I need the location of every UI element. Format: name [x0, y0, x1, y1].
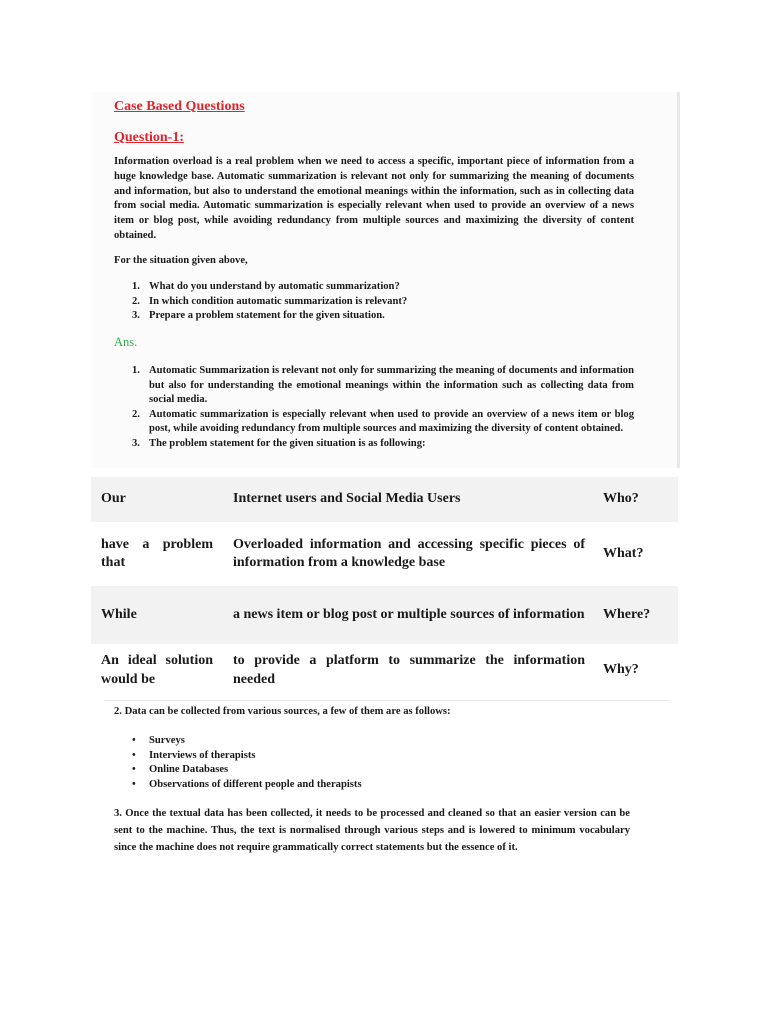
question-item [132, 280, 632, 295]
answer-number: 3. [132, 437, 140, 449]
question-item [132, 309, 632, 324]
bullet-icon: • [132, 749, 136, 761]
row-content: to provide a platform to summarize the information needed [233, 653, 585, 687]
point-three-paragraph: 3. Once the textual data has been collected, it needs to be processed and cleaned so that an easier version can be sent to the machine. Thus, the text is normalised through various steps and is lowered to minimum vocabulary since the machine does not require grammatically correct statements but the essence of it. [114, 808, 630, 853]
divider [104, 700, 670, 701]
list-item [132, 778, 362, 793]
source-text: Surveys [149, 735, 185, 746]
answer-item [132, 437, 634, 452]
bullet-icon: • [132, 764, 136, 776]
answer-item [132, 408, 634, 437]
row-question: Who? [595, 477, 678, 522]
answer-text: Automatic Summarization is relevant not only for summarizing the meaning of documents and information but also for understanding the emotional meanings within the information such as collecting data from social media. [149, 365, 634, 406]
question-list [132, 280, 632, 324]
question-text: In which condition automatic summarization is relevant? [149, 295, 408, 307]
question-item [132, 295, 632, 310]
table-row [91, 644, 678, 697]
row-question: Why? [603, 662, 639, 678]
table-row [91, 586, 678, 644]
row-label: have a problem that [101, 536, 213, 570]
question-number: 2. [132, 295, 140, 307]
problem-statement-table [91, 477, 678, 697]
question-text: Prepare a problem statement for the given situation. [149, 310, 385, 322]
row-label: Our [91, 477, 223, 522]
row-question: Where? [595, 586, 678, 644]
row-question: What? [603, 545, 644, 561]
answer-text: Automatic summarization is especially relevant when used to provide an overview of a news item or blog post, while avoiding redundancy from multiple sources and maximizing the diversity of content obtained. [149, 408, 634, 435]
question-label: Question-1: [114, 130, 184, 145]
row-content: Overloaded information and accessing specific pieces of information from a knowledge base [233, 536, 585, 570]
answer-item [132, 364, 634, 408]
list-item [132, 763, 362, 778]
question-number: 3. [132, 310, 140, 322]
sources-list [132, 734, 362, 792]
answer-number: 2. [132, 408, 140, 420]
page-title: Case Based Questions [114, 99, 245, 114]
situation-prompt: For the situation given above, [114, 255, 248, 266]
answer-list [132, 364, 634, 452]
point-two-text: 2. Data can be collected from various sources, a few of them are as follows: [114, 706, 451, 717]
list-item [132, 734, 362, 749]
answer-text: The problem statement for the given situation is as following: [149, 437, 426, 449]
row-content: Internet users and Social Media Users [223, 477, 595, 522]
intro-paragraph: Information overload is a real problem when we need to access a specific, important piece of information from a huge knowledge base. Automatic summarization is relevant not only for summarizing the meaning of documents and information, but also to understand the emotional meanings within the information, such as in collecting data from social media. Automatic summarization is especially relevant when used to provide an overview of a news item or blog post, while avoiding redundancy from multiple sources and maximizing the diversity of content obtained. [114, 156, 634, 241]
source-text: Observations of different people and therapists [149, 778, 362, 790]
answer-number: 1. [132, 365, 140, 376]
list-item [132, 749, 362, 764]
table-row [91, 477, 678, 522]
bullet-icon: • [132, 735, 136, 746]
table-row [91, 522, 678, 586]
row-label: While [91, 586, 223, 644]
row-content: a news item or blog post or multiple sources of information [223, 586, 595, 644]
question-number: 1. [132, 281, 140, 292]
bullet-icon: • [132, 778, 136, 790]
answer-label: Ans. [114, 335, 138, 349]
source-text: Online Databases [149, 764, 229, 776]
row-label: An ideal solution would be [101, 653, 213, 687]
question-text: What do you understand by automatic summarization? [149, 281, 400, 292]
source-text: Interviews of therapists [149, 749, 256, 761]
